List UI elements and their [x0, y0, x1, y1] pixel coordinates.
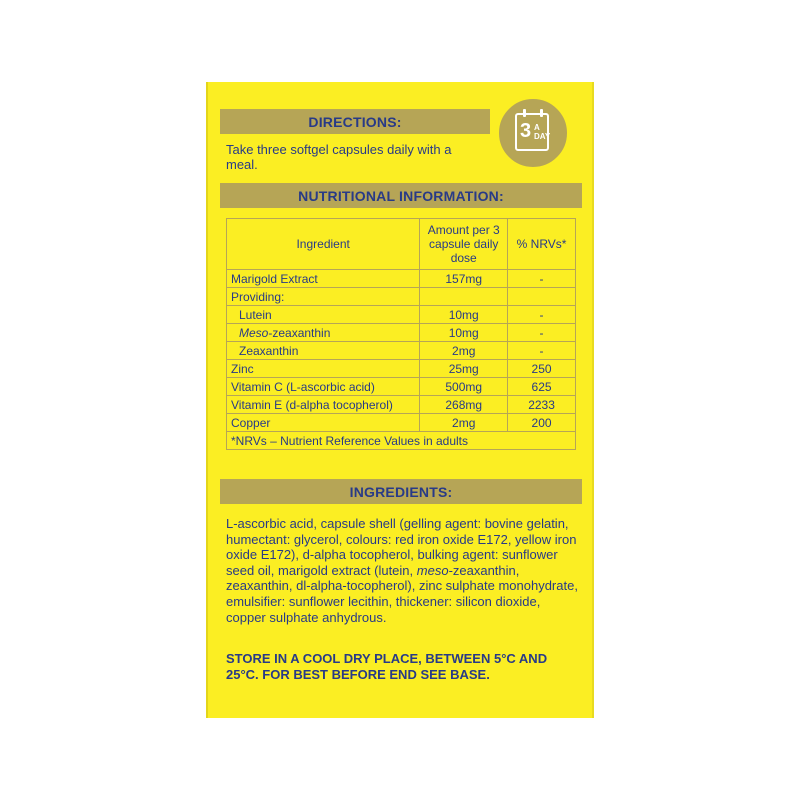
directions-heading: DIRECTIONS: — [308, 113, 402, 130]
table-row: Copper 2mg 200 — [227, 414, 576, 432]
calendar-icon — [515, 113, 549, 151]
table-row: Zeaxanthin 2mg - — [227, 342, 576, 360]
nutrition-heading: NUTRITIONAL INFORMATION: — [298, 187, 504, 204]
ingredients-heading-band — [220, 479, 582, 504]
storage-instructions: STORE IN A COOL DRY PLACE, BETWEEN 5°C AND 25°C. FOR BEST BEFORE END SEE BASE. — [226, 651, 548, 682]
table-row: Vitamin E (d-alpha tocopherol) 268mg 2233 — [227, 396, 576, 414]
table-row: Zinc 25mg 250 — [227, 360, 576, 378]
nutrition-footnote: *NRVs – Nutrient Reference Values in adults — [227, 432, 576, 450]
header-ingredient: Ingredient — [227, 219, 420, 270]
table-row: Vitamin C (L-ascorbic acid) 500mg 625 — [227, 378, 576, 396]
table-row: Lutein 10mg - — [227, 306, 576, 324]
badge-number: 3 — [520, 120, 532, 142]
nutrition-footnote-row — [227, 432, 576, 450]
three-a-day-badge — [496, 96, 570, 170]
nutrition-table — [226, 218, 576, 450]
ingredients-text: L-ascorbic acid, capsule shell (gelling agent: bovine gelatin, humectant: glycerol, colours: red iron oxide E172, yellow iron oxide E172), d-alpha tocopherol, bulking agent: sunflower seed oil, marigold extract (lutein, meso-zeaxanthin, zeaxanthin, dl-alpha-tocopherol), zinc sulphate monohydrate, emulsifier: sunflower lecithin, thickener: silicon dioxide, copper sulphate anhydrous. — [226, 516, 578, 625]
table-row: Meso-zeaxanthin 10mg - — [227, 324, 576, 342]
nutrition-header-row — [227, 219, 576, 270]
nutrition-heading-band — [220, 183, 582, 208]
directions-text: Take three softgel capsules daily with a meal. — [226, 142, 452, 172]
product-label-panel — [206, 82, 594, 718]
directions-heading-band — [220, 109, 490, 134]
header-amount: Amount per 3 capsule daily dose — [420, 219, 508, 270]
table-row: Providing: — [227, 288, 576, 306]
table-row: Marigold Extract 157mg - — [227, 270, 576, 288]
badge-label: A DAY — [534, 123, 551, 141]
header-nrv: % NRVs* — [508, 219, 576, 270]
ingredients-heading: INGREDIENTS: — [349, 483, 453, 500]
